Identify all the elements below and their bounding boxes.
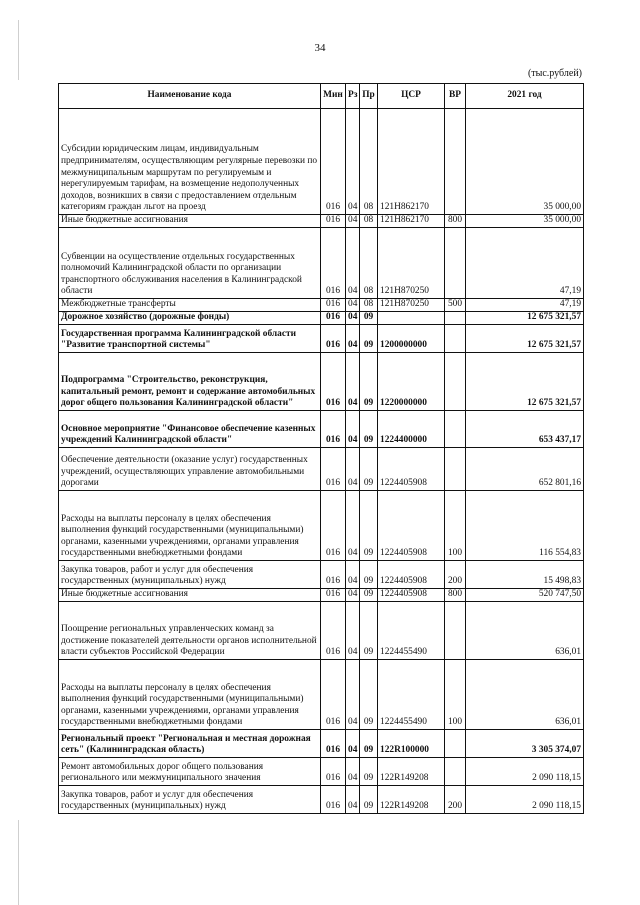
cell-amount: 3 305 374,07: [466, 730, 584, 758]
cell-name: Обеспечение деятельности (оказание услуг) государственных учреждений, осуществляющих управление автомобильными дорогами: [59, 448, 321, 491]
cell-rz: 04: [346, 215, 360, 228]
cell-vr: 100: [445, 491, 466, 561]
header-vr: ВР: [445, 84, 466, 109]
cell-rz: 04: [346, 786, 360, 814]
cell-amount: 47,19: [466, 228, 584, 299]
cell-name: Дорожное хозяйство (дорожные фонды): [59, 312, 321, 325]
cell-amount: 2 090 118,15: [466, 758, 584, 786]
cell-vr: [445, 758, 466, 786]
cell-min: 016: [321, 325, 346, 353]
cell-min: 016: [321, 411, 346, 448]
cell-pr: 09: [360, 589, 378, 602]
cell-csr: 1224455490: [378, 660, 445, 730]
table-row: [59, 561, 584, 589]
cell-amount: 636,01: [466, 660, 584, 730]
table-row: [59, 215, 584, 228]
cell-rz: 04: [346, 758, 360, 786]
cell-pr: 09: [360, 730, 378, 758]
cell-csr: 122R149208: [378, 786, 445, 814]
cell-rz: 04: [346, 491, 360, 561]
cell-csr: 121Н870250: [378, 299, 445, 312]
cell-vr: [445, 730, 466, 758]
cell-min: 016: [321, 491, 346, 561]
header-csr: ЦСР: [378, 84, 445, 109]
table-row: [59, 312, 584, 325]
cell-pr: 08: [360, 109, 378, 215]
table-row: [59, 589, 584, 602]
cell-vr: [445, 411, 466, 448]
cell-csr: 1224455490: [378, 602, 445, 660]
cell-csr: 1220000000: [378, 353, 445, 411]
cell-min: 016: [321, 660, 346, 730]
cell-rz: 04: [346, 228, 360, 299]
cell-pr: 09: [360, 353, 378, 411]
cell-amount: 47,19: [466, 299, 584, 312]
cell-pr: 09: [360, 602, 378, 660]
cell-pr: 09: [360, 312, 378, 325]
cell-pr: 09: [360, 491, 378, 561]
cell-vr: [445, 228, 466, 299]
cell-vr: 800: [445, 215, 466, 228]
cell-csr: 121Н862170: [378, 215, 445, 228]
cell-pr: 08: [360, 215, 378, 228]
cell-min: 016: [321, 312, 346, 325]
cell-amount: 35 000,00: [466, 109, 584, 215]
cell-pr: 08: [360, 228, 378, 299]
cell-min: 016: [321, 448, 346, 491]
table-row: [59, 602, 584, 660]
header-name: Наименование кода: [59, 84, 321, 109]
cell-amount: 12 675 321,57: [466, 325, 584, 353]
cell-amount: 116 554,83: [466, 491, 584, 561]
table-row: [59, 491, 584, 561]
header-row: [59, 84, 584, 109]
table-row: [59, 758, 584, 786]
cell-pr: 09: [360, 325, 378, 353]
cell-amount: 652 801,16: [466, 448, 584, 491]
cell-name: Закупка товаров, работ и услуг для обеспечения государственных (муниципальных) нужд: [59, 786, 321, 814]
cell-pr: 09: [360, 660, 378, 730]
cell-pr: 09: [360, 448, 378, 491]
table-row: [59, 730, 584, 758]
cell-name: Региональный проект "Региональная и местная дорожная сеть" (Калининградская область): [59, 730, 321, 758]
cell-name: Межбюджетные трансферты: [59, 299, 321, 312]
header-pr: Пр: [360, 84, 378, 109]
cell-csr: 122R149208: [378, 758, 445, 786]
page-number: 34: [314, 42, 326, 54]
scan-edge-mark: [18, 820, 19, 905]
cell-pr: 09: [360, 758, 378, 786]
cell-min: 016: [321, 758, 346, 786]
cell-name: Основное мероприятие "Финансовое обеспечение казенных учреждений Калининградской области": [59, 411, 321, 448]
table-row: [59, 299, 584, 312]
cell-rz: 04: [346, 312, 360, 325]
header-rz: Рз: [346, 84, 360, 109]
cell-rz: 04: [346, 602, 360, 660]
cell-name: Расходы на выплаты персоналу в целях обеспечения выполнения функций государственными (муниципальными) органами, казенными учреждениями, органами управления государственными внебюджетными фондами: [59, 660, 321, 730]
cell-min: 016: [321, 589, 346, 602]
cell-vr: 500: [445, 299, 466, 312]
cell-pr: 09: [360, 786, 378, 814]
cell-rz: 04: [346, 353, 360, 411]
budget-table: [58, 83, 584, 814]
cell-rz: 04: [346, 299, 360, 312]
cell-amount: 12 675 321,57: [466, 312, 584, 325]
table-row: [59, 109, 584, 215]
table-row: [59, 411, 584, 448]
cell-vr: [445, 353, 466, 411]
cell-name: Поощрение региональных управленческих команд за достижение показателей деятельности органов исполнительной власти субъектов Российской Федерации: [59, 602, 321, 660]
cell-min: 016: [321, 109, 346, 215]
cell-pr: 08: [360, 299, 378, 312]
cell-rz: 04: [346, 660, 360, 730]
cell-min: 016: [321, 602, 346, 660]
cell-csr: 1224405908: [378, 491, 445, 561]
cell-csr: 122R100000: [378, 730, 445, 758]
table-row: [59, 353, 584, 411]
cell-rz: 04: [346, 561, 360, 589]
units-label: (тыс.рублей): [527, 68, 582, 79]
cell-pr: 09: [360, 561, 378, 589]
cell-vr: 200: [445, 561, 466, 589]
cell-vr: 100: [445, 660, 466, 730]
cell-rz: 04: [346, 589, 360, 602]
cell-amount: 2 090 118,15: [466, 786, 584, 814]
cell-name: Ремонт автомобильных дорог общего пользования регионального или межмуниципального значения: [59, 758, 321, 786]
cell-amount: 653 437,17: [466, 411, 584, 448]
cell-min: 016: [321, 228, 346, 299]
cell-rz: 04: [346, 730, 360, 758]
cell-amount: 35 000,00: [466, 215, 584, 228]
cell-csr: 1224405908: [378, 589, 445, 602]
cell-pr: 09: [360, 411, 378, 448]
cell-vr: [445, 312, 466, 325]
cell-csr: 1224405908: [378, 561, 445, 589]
cell-rz: 04: [346, 448, 360, 491]
cell-rz: 04: [346, 325, 360, 353]
cell-name: Закупка товаров, работ и услуг для обеспечения государственных (муниципальных) нужд: [59, 561, 321, 589]
table-row: [59, 228, 584, 299]
cell-csr: 1200000000: [378, 325, 445, 353]
cell-vr: 800: [445, 589, 466, 602]
cell-name: Субсидии юридическим лицам, индивидуальным предпринимателям, осуществляющим регулярные перевозки по межмуниципальным маршрутам по регулируемым и нерегулируемым тарифам, на возмещение недополученных доходов, возникших в связи с предоставлением отдельным категориям граждан льгот на проезд: [59, 109, 321, 215]
cell-amount: 636,01: [466, 602, 584, 660]
table-row: [59, 786, 584, 814]
cell-rz: 04: [346, 109, 360, 215]
table-row: [59, 660, 584, 730]
cell-csr: 121Н862170: [378, 109, 445, 215]
cell-vr: [445, 325, 466, 353]
cell-csr: 1224400000: [378, 411, 445, 448]
cell-amount: 15 498,83: [466, 561, 584, 589]
cell-name: Расходы на выплаты персоналу в целях обеспечения выполнения функций государственными (муниципальными) органами, казенными учреждениями, органами управления государственными внебюджетными фондами: [59, 491, 321, 561]
cell-min: 016: [321, 299, 346, 312]
cell-rz: 04: [346, 411, 360, 448]
cell-amount: 12 675 321,57: [466, 353, 584, 411]
cell-vr: 200: [445, 786, 466, 814]
cell-min: 016: [321, 561, 346, 589]
cell-name: Иные бюджетные ассигнования: [59, 215, 321, 228]
cell-min: 016: [321, 353, 346, 411]
cell-csr: 1224405908: [378, 448, 445, 491]
cell-vr: [445, 602, 466, 660]
cell-name: Подпрограмма "Строительство, реконструкция, капитальный ремонт, ремонт и содержание автомобильных дорог общего пользования Калининградской области": [59, 353, 321, 411]
cell-csr: 121Н870250: [378, 228, 445, 299]
cell-min: 016: [321, 786, 346, 814]
cell-min: 016: [321, 730, 346, 758]
cell-vr: [445, 109, 466, 215]
cell-csr: [378, 312, 445, 325]
cell-min: 016: [321, 215, 346, 228]
header-year: 2021 год: [466, 84, 584, 109]
cell-name: Государственная программа Калининградской области "Развитие транспортной системы": [59, 325, 321, 353]
header-min: Мин: [321, 84, 346, 109]
table-row: [59, 448, 584, 491]
cell-vr: [445, 448, 466, 491]
cell-name: Субвенции на осуществление отдельных государственных полномочий Калининградской области по организации транспортного обслуживания населения в Калининградской области: [59, 228, 321, 299]
cell-name: Иные бюджетные ассигнования: [59, 589, 321, 602]
table-row: [59, 325, 584, 353]
cell-amount: 520 747,50: [466, 589, 584, 602]
